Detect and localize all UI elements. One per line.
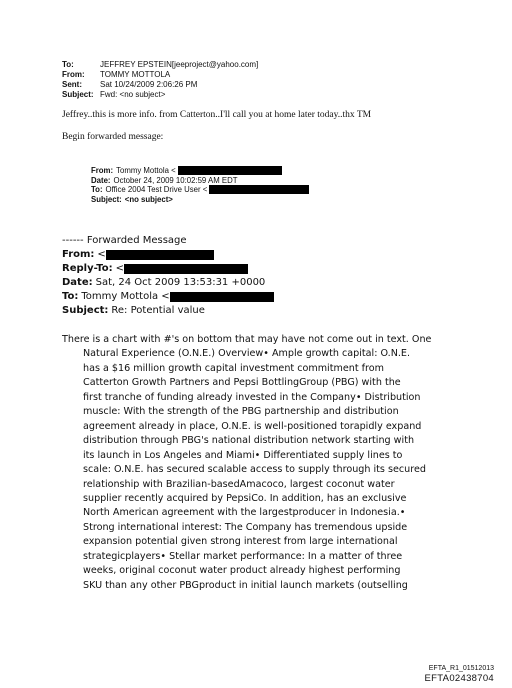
fwd-from-value: Tommy Mottola < [116, 166, 176, 175]
footer-ref-2: EFTA02438704 [424, 673, 494, 684]
from-value: TOMMY MOTTOLA [100, 70, 171, 79]
fm-replyto-row [62, 262, 274, 276]
email-subject-row [62, 90, 258, 100]
body-line: supplier recently acquired by PepsiCo. In addition, has an exclusive [83, 492, 407, 504]
redaction-bar [106, 250, 214, 260]
fwd-from-label: From: [91, 166, 114, 175]
fm-from-label: From: [62, 249, 95, 260]
body-line: There is a chart with #'s on bottom that may have not come out in text. One [62, 334, 432, 345]
body-line: expansion potential given strong interest from large international [83, 536, 398, 548]
fm-from-value: < [97, 249, 106, 260]
body-line: SKU than any other PBGproduct in initial launch markets (outselling [83, 579, 408, 591]
body-line: scale: O.N.E. has secured scalable access to supply through its secured [83, 464, 426, 476]
fwd-to-row [91, 185, 309, 195]
fwd-subject-value: <no subject> [124, 194, 173, 204]
redaction-bar [178, 166, 282, 175]
to-label: To: [62, 60, 74, 69]
fwd-date-row [91, 176, 309, 186]
fwd-to-value: Office 2004 Test Drive User < [105, 185, 208, 194]
begin-forwarded-label: Begin forwarded message: [62, 132, 164, 142]
fm-replyto-label: Reply-To: [62, 263, 113, 274]
sent-label: Sent: [62, 80, 82, 89]
fm-subject-value: Re: Potential value [111, 305, 205, 316]
redaction-bar [124, 264, 248, 274]
forwarded-message-header [62, 234, 274, 318]
fwd-from-row [91, 166, 309, 176]
fm-divider: ------ Forwarded Message [62, 235, 187, 246]
body-line: weeks, original coconut water product already highest performing [83, 565, 401, 577]
fwd-date-label: Date: [91, 175, 111, 185]
fm-date-label: Date: [62, 277, 93, 288]
body-line: muscle: With the strength of the PBG partnership and distribution [83, 406, 399, 418]
fm-to-label: To: [62, 291, 79, 302]
fm-replyto-value: < [115, 263, 125, 274]
body-line: relationship with Brazilian-basedAmacoco, largest coconut water [83, 478, 395, 490]
fm-from-row [62, 248, 274, 262]
subject-label: Subject: [62, 90, 94, 99]
body-line: its launch in Los Angeles and Miami• Differentiated supply lines to [83, 449, 403, 461]
email-from-row [62, 70, 258, 80]
fm-date-row [62, 276, 274, 290]
fwd-to-label: To: [91, 185, 103, 194]
forwarded-header [91, 166, 309, 204]
body-line: Natural Experience (O.N.E.) Overview• Ample growth capital: O.N.E. [83, 348, 411, 360]
email-header [62, 60, 258, 100]
body-line: strategicplayers• Stellar market performance: In a matter of three [83, 550, 403, 562]
body-line: distribution through PBG's national distribution network starting with [83, 435, 415, 447]
fwd-subject-row [91, 195, 309, 205]
from-label: From: [62, 70, 85, 79]
redaction-bar [170, 292, 274, 302]
email-to-row [62, 60, 258, 70]
fm-to-value: Tommy Mottola < [81, 291, 170, 302]
intro-message: Jeffrey..this is more info. from Catterton..I'll call you at home later today..thx TM [62, 110, 372, 120]
message-body [62, 333, 434, 593]
fm-date-value: Sat, 24 Oct 2009 13:53:31 +0000 [95, 277, 266, 288]
fm-subject-row [62, 304, 274, 318]
fwd-subject-label: Subject: [91, 194, 122, 204]
fwd-date-value: October 24, 2009 10:02:59 AM EDT [113, 175, 238, 185]
body-line: agreement already in place, O.N.E. is well-positioned torapidly expand [83, 420, 422, 432]
subject-value: Fwd: <no subject> [100, 90, 166, 99]
body-line: has a $16 million growth capital investment commitment from [83, 362, 384, 374]
body-line: Catterton Growth Partners and Pepsi BottlingGroup (PBG) with the [83, 377, 401, 389]
document-footer [425, 664, 494, 684]
to-value: JEFFREY EPSTEIN[jeeproject@yahoo.com] [100, 60, 259, 69]
sent-value: Sat 10/24/2009 2:06:26 PM [100, 80, 198, 89]
fm-subject-label: Subject: [62, 305, 109, 316]
fm-to-row [62, 290, 274, 304]
email-sent-row [62, 80, 258, 90]
body-line: first tranche of funding already invested in the Company• Distribution [83, 391, 421, 403]
body-line: North American agreement with the largestproducer in Indonesia.• [83, 507, 406, 519]
redaction-bar [209, 185, 309, 194]
footer-ref-1: EFTA_R1_01512013 [428, 665, 494, 672]
body-line: Strong international interest: The Company has tremendous upside [83, 521, 408, 533]
